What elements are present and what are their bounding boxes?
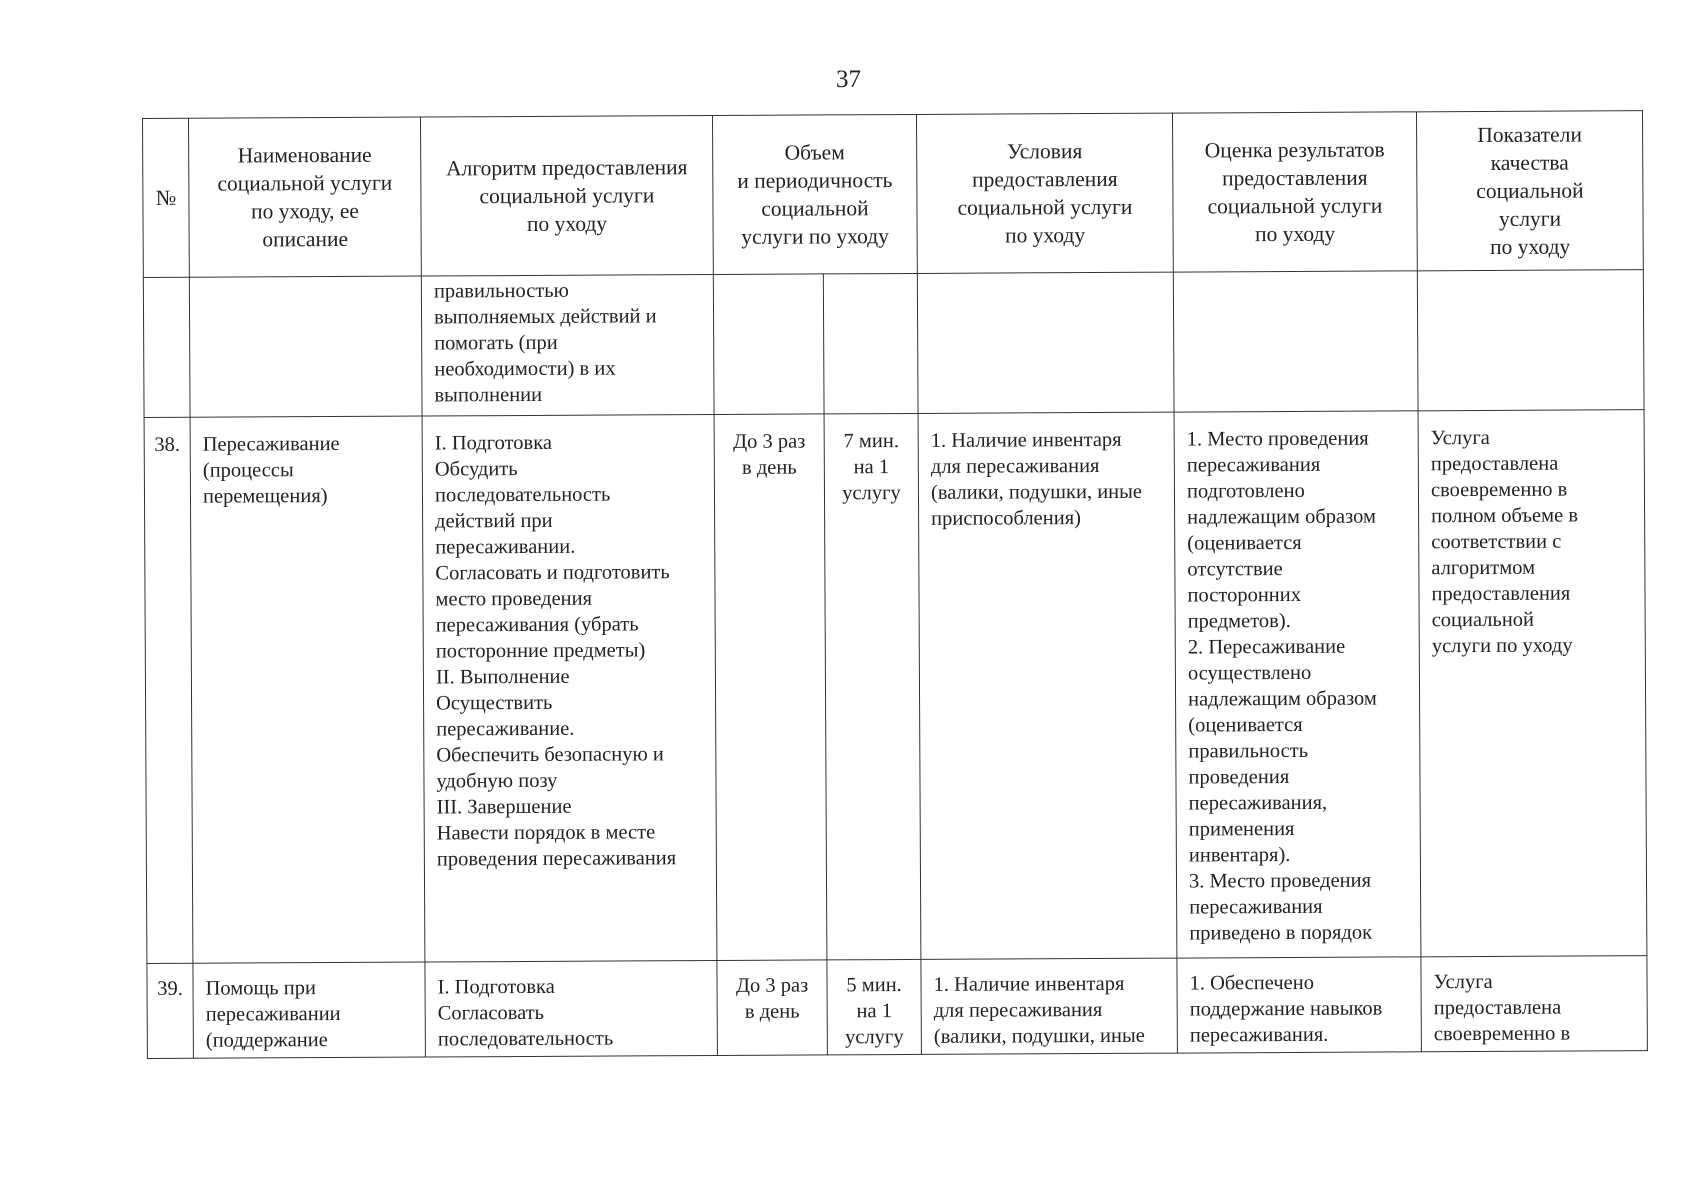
header-number: № [143,118,190,277]
cell-quality-indicators: Услуга предоставлена своевременно в [1421,956,1647,1052]
cell-evaluation: 1. Обеспечено поддержание навыков пересаживания. [1177,957,1421,1053]
header-service-name: Наименование социальной услуги по уходу, ее описание [189,117,422,277]
cell-number [143,277,190,417]
header-evaluation: Оценка результатов предоставления социальной услуги по уходу [1173,112,1418,272]
cell-frequency: До 3 раз в день [714,414,827,961]
cell-evaluation: 1. Место проведения пересаживания подготовлено надлежащим образом (оценивается отсутствие посторонних предметов). 2. Пересаживание осуществлено надлежащим образом (оценивается правильность проведения пересаживания, применения инвентаря). 3. Место проведения пересаживания приведено в порядок [1174,411,1421,958]
cell-quality-indicators: Услуга предоставлена своевременно в полном объеме в соответствии с алгоритмом предоставления социальной услуги по уходу [1418,410,1647,957]
cell-number: 39. [147,963,193,1058]
header-algorithm: Алгоритм предоставления социальной услуги по уходу [420,116,713,277]
cell-duration: 7 мин. на 1 услугу [824,413,921,959]
cell-duration [823,273,918,413]
cell-conditions [917,272,1174,413]
header-volume-frequency: Объем и периодичность социальной услуги по уходу [712,114,917,274]
table-row [144,410,1647,964]
page-number: 37 [836,66,861,93]
header-conditions: Условия предоставления социальной услуги по уходу [917,113,1174,273]
services-table [142,110,1648,1059]
header-row [143,111,1644,278]
table-header [143,111,1644,278]
header-quality-indicators: Показатели качества социальной услуги по уходу [1417,111,1644,271]
cell-conditions: 1. Наличие инвентаря для пересаживания (валики, подушки, иные [921,958,1177,1054]
table-row [147,956,1647,1059]
services-table-wrapper [142,110,1647,1059]
cell-algorithm: правильностью выполняемых действий и помогать (при необходимости) в их выполнении [421,275,714,417]
cell-algorithm: I. Подготовка Обсудить последовательность действий при пересаживании. Согласовать и подготовить место проведения пересаживания (убрать посторонние предметы) II. Выполнение Осуществить пересаживание. Обеспечить безопасную и удобную позу III. Завершение Навести порядок в месте проведения пересаживания [422,415,717,963]
cell-frequency [713,274,824,415]
cell-conditions: 1. Наличие инвентаря для пересаживания (валики, подушки, иные приспособления) [918,412,1177,959]
table-body [143,270,1647,1059]
cell-algorithm: I. Подготовка Согласовать последовательность [425,961,717,1058]
cell-service-name: Помощь при пересаживании (поддержание [193,962,425,1058]
cell-evaluation [1173,271,1418,412]
table-row-continuation [143,270,1644,418]
cell-number: 38. [144,417,193,963]
cell-duration: 5 мин. на 1 услугу [827,959,922,1054]
cell-service-name: Пересаживание (процессы перемещения) [190,416,425,963]
cell-quality-indicators [1417,270,1644,411]
cell-service-name [189,276,422,417]
cell-frequency: До 3 раз в день [717,960,827,1056]
